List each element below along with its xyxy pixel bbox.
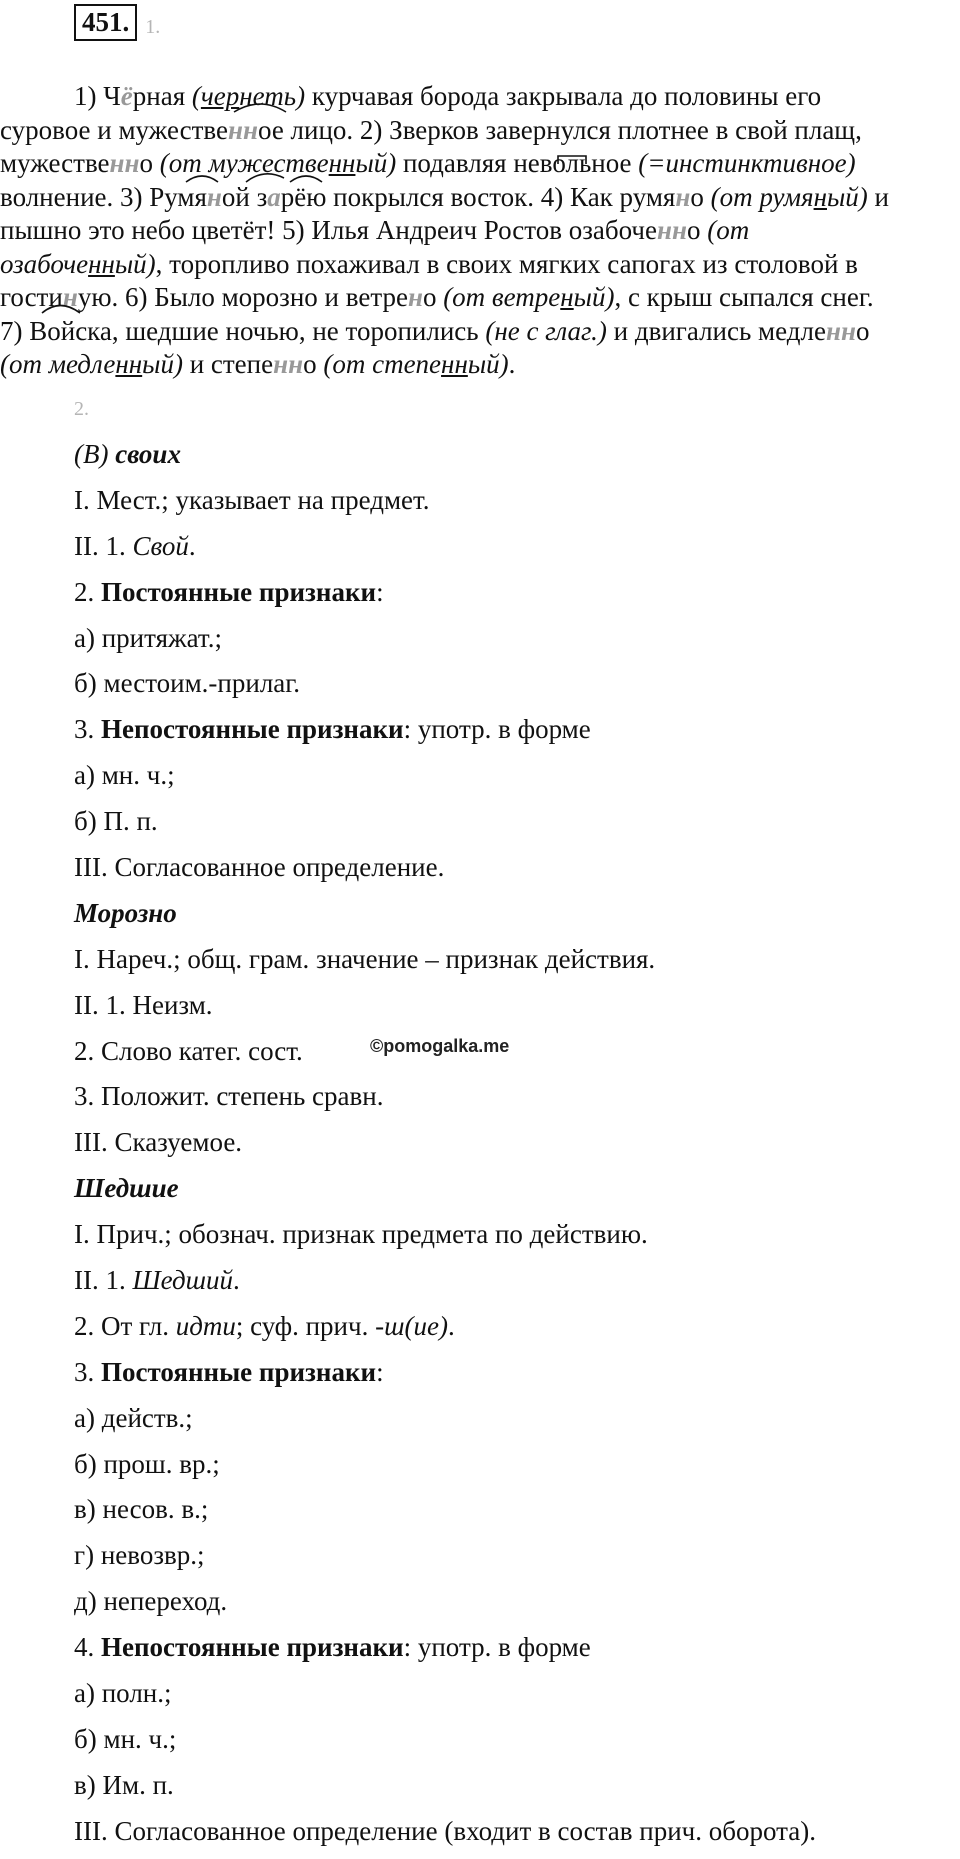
prefix-fragment: не: [513, 148, 540, 178]
italic-note: ый): [142, 349, 183, 379]
exercise-header: [74, 4, 160, 44]
analysis-line: б) мн. ч.;: [74, 1723, 177, 1754]
analysis-line: [74, 711, 954, 757]
analysis-line: [74, 528, 954, 574]
section-title: Постоянные признаки: [101, 1356, 377, 1387]
italic-note: ый): [467, 349, 509, 379]
text-line-8: [0, 315, 960, 349]
line-middle: ; суф. прич.: [235, 1310, 376, 1341]
underlined-fragment: нн: [441, 349, 468, 379]
line-suffix: :: [376, 576, 384, 607]
highlighted-letter: а: [267, 181, 281, 212]
italic-note: ый): [573, 282, 615, 312]
highlighted-letters: нн: [109, 148, 140, 178]
text-fragment: о: [303, 349, 324, 379]
underlined-fragment: н: [813, 181, 827, 212]
text-fragment: о: [422, 282, 444, 312]
text-fragment: рёю покрылся восток. 4) Как румя: [280, 181, 676, 212]
analysis-line: б) местоим.-прилаг.: [74, 668, 301, 699]
text-fragment: гости: [0, 282, 63, 312]
analysis-line: [74, 574, 954, 620]
text-fragment: о: [855, 315, 870, 346]
underlined-fragment: н: [560, 282, 574, 312]
text-fragment: вольное: [539, 148, 639, 178]
highlighted-letter: ё: [120, 81, 133, 111]
text-fragment: , торопливо похаживал в своих мягких сапогах из столовой в: [155, 248, 858, 279]
highlighted-letters: нн: [273, 349, 304, 379]
italic-note: (от степе: [323, 349, 442, 379]
text-fragment: подавляя: [396, 148, 514, 178]
text-fragment: о: [686, 215, 708, 245]
line-suffix: .: [188, 530, 196, 561]
text-fragment: ую. 6) Было морозно и ветре: [77, 282, 408, 312]
analysis-line: д) непереход.: [74, 1586, 228, 1617]
italic-note: ый): [355, 148, 397, 178]
text-fragment: о: [139, 148, 160, 178]
text-fragment: .: [508, 349, 516, 379]
text-fragment: курчавая борода закрывала до половины его: [305, 81, 822, 111]
text-line-2: [0, 114, 960, 148]
line-prefix: 3.: [74, 714, 101, 745]
analysis-line: I. Прич.; обознач. признак предмета по действию.: [74, 1219, 648, 1250]
analysis-line: II. 1. Неизм.: [74, 989, 213, 1020]
highlighted-letters: нн: [656, 215, 687, 245]
line-suffix: .: [233, 1265, 240, 1296]
analysis-line: 3. Положит. степень сравн.: [74, 1081, 384, 1112]
italic-note: (от: [707, 215, 750, 245]
italic-note: (от медле: [0, 349, 116, 379]
highlighted-letter: н: [206, 181, 222, 212]
highlighted-letters: нн: [825, 315, 856, 346]
text-fragment: и двигались медле: [606, 315, 826, 346]
text-fragment: рная: [132, 81, 192, 111]
part-1-label: 1.: [145, 16, 161, 38]
highlighted-letter: н: [62, 282, 78, 312]
text-fragment: 1) Ч: [74, 81, 121, 111]
text-fragment: и степе: [182, 349, 274, 379]
text-fragment: и: [867, 181, 889, 212]
italic-note: неть): [239, 81, 306, 111]
word-heading: Шедшие: [74, 1173, 179, 1204]
text-fragment: мужестве: [0, 148, 110, 178]
highlighted-letter: н: [407, 282, 423, 312]
italic-note: (от мужестве: [159, 148, 329, 178]
italic-note: (=инстинктивное): [638, 148, 856, 178]
text-fragment: ой з: [221, 181, 268, 212]
highlighted-letters: нн: [228, 114, 258, 145]
analysis-line: б) прош. вр.;: [74, 1448, 220, 1479]
text-fragment: 7) Войска, шедшие ночью, не торопились: [0, 315, 486, 346]
text-line-3: [0, 147, 960, 181]
analysis-line: а) действ.;: [74, 1402, 193, 1433]
line-suffix: : употр. в форме: [403, 1632, 591, 1663]
text-line-7: [0, 281, 960, 315]
analysis-line: III. Согласованное определение.: [74, 852, 445, 883]
italic-note: (: [191, 81, 201, 111]
text-line-4: [0, 181, 960, 215]
part-2-label: 2.: [74, 398, 89, 420]
section-title: Непостоянные признаки: [101, 714, 404, 745]
verb-form: идти: [175, 1310, 236, 1341]
suffix-form: -ш(ие): [375, 1310, 448, 1341]
analysis-line: в) несов. в.;: [74, 1494, 209, 1525]
underlined-fragment: нн: [88, 248, 115, 279]
italic-note: ый): [826, 181, 868, 212]
line-prefix: 2.: [74, 576, 101, 607]
text-fragment: пышно это небо цветёт! 5) Илья Андреич Ростов озабоче: [0, 215, 657, 245]
initial-form: Шедший: [132, 1265, 233, 1296]
highlighted-letter: н: [675, 181, 691, 212]
text-fragment: о: [690, 181, 711, 212]
exercise-number: 451.: [74, 4, 137, 41]
line-prefix: 2. От гл.: [74, 1310, 176, 1341]
analysis-line: г) невозвр.;: [74, 1540, 205, 1571]
analysis-line: а) мн. ч.;: [74, 760, 175, 791]
italic-note: (от румя: [710, 181, 814, 212]
analysis-line: I. Нареч.; общ. грам. значение – признак действия.: [74, 943, 656, 974]
section-title: Непостоянные признаки: [101, 1632, 404, 1663]
word-heading: Морозно: [74, 897, 177, 928]
watermark: ©pomogalka.me: [370, 1036, 510, 1056]
analysis-line: б) П. п.: [74, 806, 158, 837]
text-line-1: [0, 80, 960, 114]
analysis-line: 2. Слово катег. сост.: [74, 1035, 303, 1066]
line-suffix: .: [447, 1310, 455, 1341]
analysis-line: в) Им. п.: [74, 1769, 174, 1800]
text-fragment: , с крыш сыпался снег.: [614, 282, 874, 312]
preposition-note: (В): [74, 439, 116, 469]
line-prefix: 3.: [74, 1356, 101, 1387]
section-title: Постоянные признаки: [101, 576, 377, 607]
italic-note: ый): [114, 248, 156, 279]
analysis-line: III. Сказуемое.: [74, 1127, 243, 1158]
analysis-line: [74, 1354, 954, 1400]
text-fragment: волнение. 3) Румя: [0, 181, 207, 212]
text-line-9: [0, 348, 960, 382]
analysis-line: а) притяжат.;: [74, 622, 222, 653]
italic-note: озабоче: [0, 248, 89, 279]
text-line-5: [0, 214, 960, 248]
exercise-text: [0, 80, 960, 382]
line-prefix: II. 1.: [74, 1265, 133, 1296]
word-title: своих: [115, 439, 181, 469]
underlined-fragment: нн: [328, 148, 356, 178]
text-line-6: [0, 248, 960, 282]
text-fragment: ое лицо. 2) Зверков завернулся плотнее в свой плащ,: [257, 114, 862, 145]
italic-note: (не с глаг.): [485, 315, 607, 346]
underlined-fragment: чер: [200, 81, 240, 111]
italic-note: (от ветре: [443, 282, 561, 312]
line-suffix: : употр. в форме: [403, 714, 591, 745]
analysis-line: [74, 1262, 954, 1308]
analysis-line: [74, 1308, 954, 1354]
analysis-line: III. Согласованное определение (входит в состав прич. оборота).: [74, 1815, 816, 1846]
line-suffix: :: [376, 1356, 384, 1387]
underlined-fragment: нн: [115, 349, 143, 379]
word-heading: [74, 436, 954, 482]
initial-form: Свой: [132, 530, 189, 561]
line-prefix: II. 1.: [74, 530, 133, 561]
analysis-line: [74, 1629, 954, 1675]
line-prefix: 4.: [74, 1632, 101, 1663]
text-fragment: суровое и мужестве: [0, 114, 228, 145]
morphological-analysis: [74, 436, 954, 1859]
analysis-line: а) полн.;: [74, 1678, 172, 1709]
analysis-line: I. Мест.; указывает на предмет.: [74, 484, 430, 515]
